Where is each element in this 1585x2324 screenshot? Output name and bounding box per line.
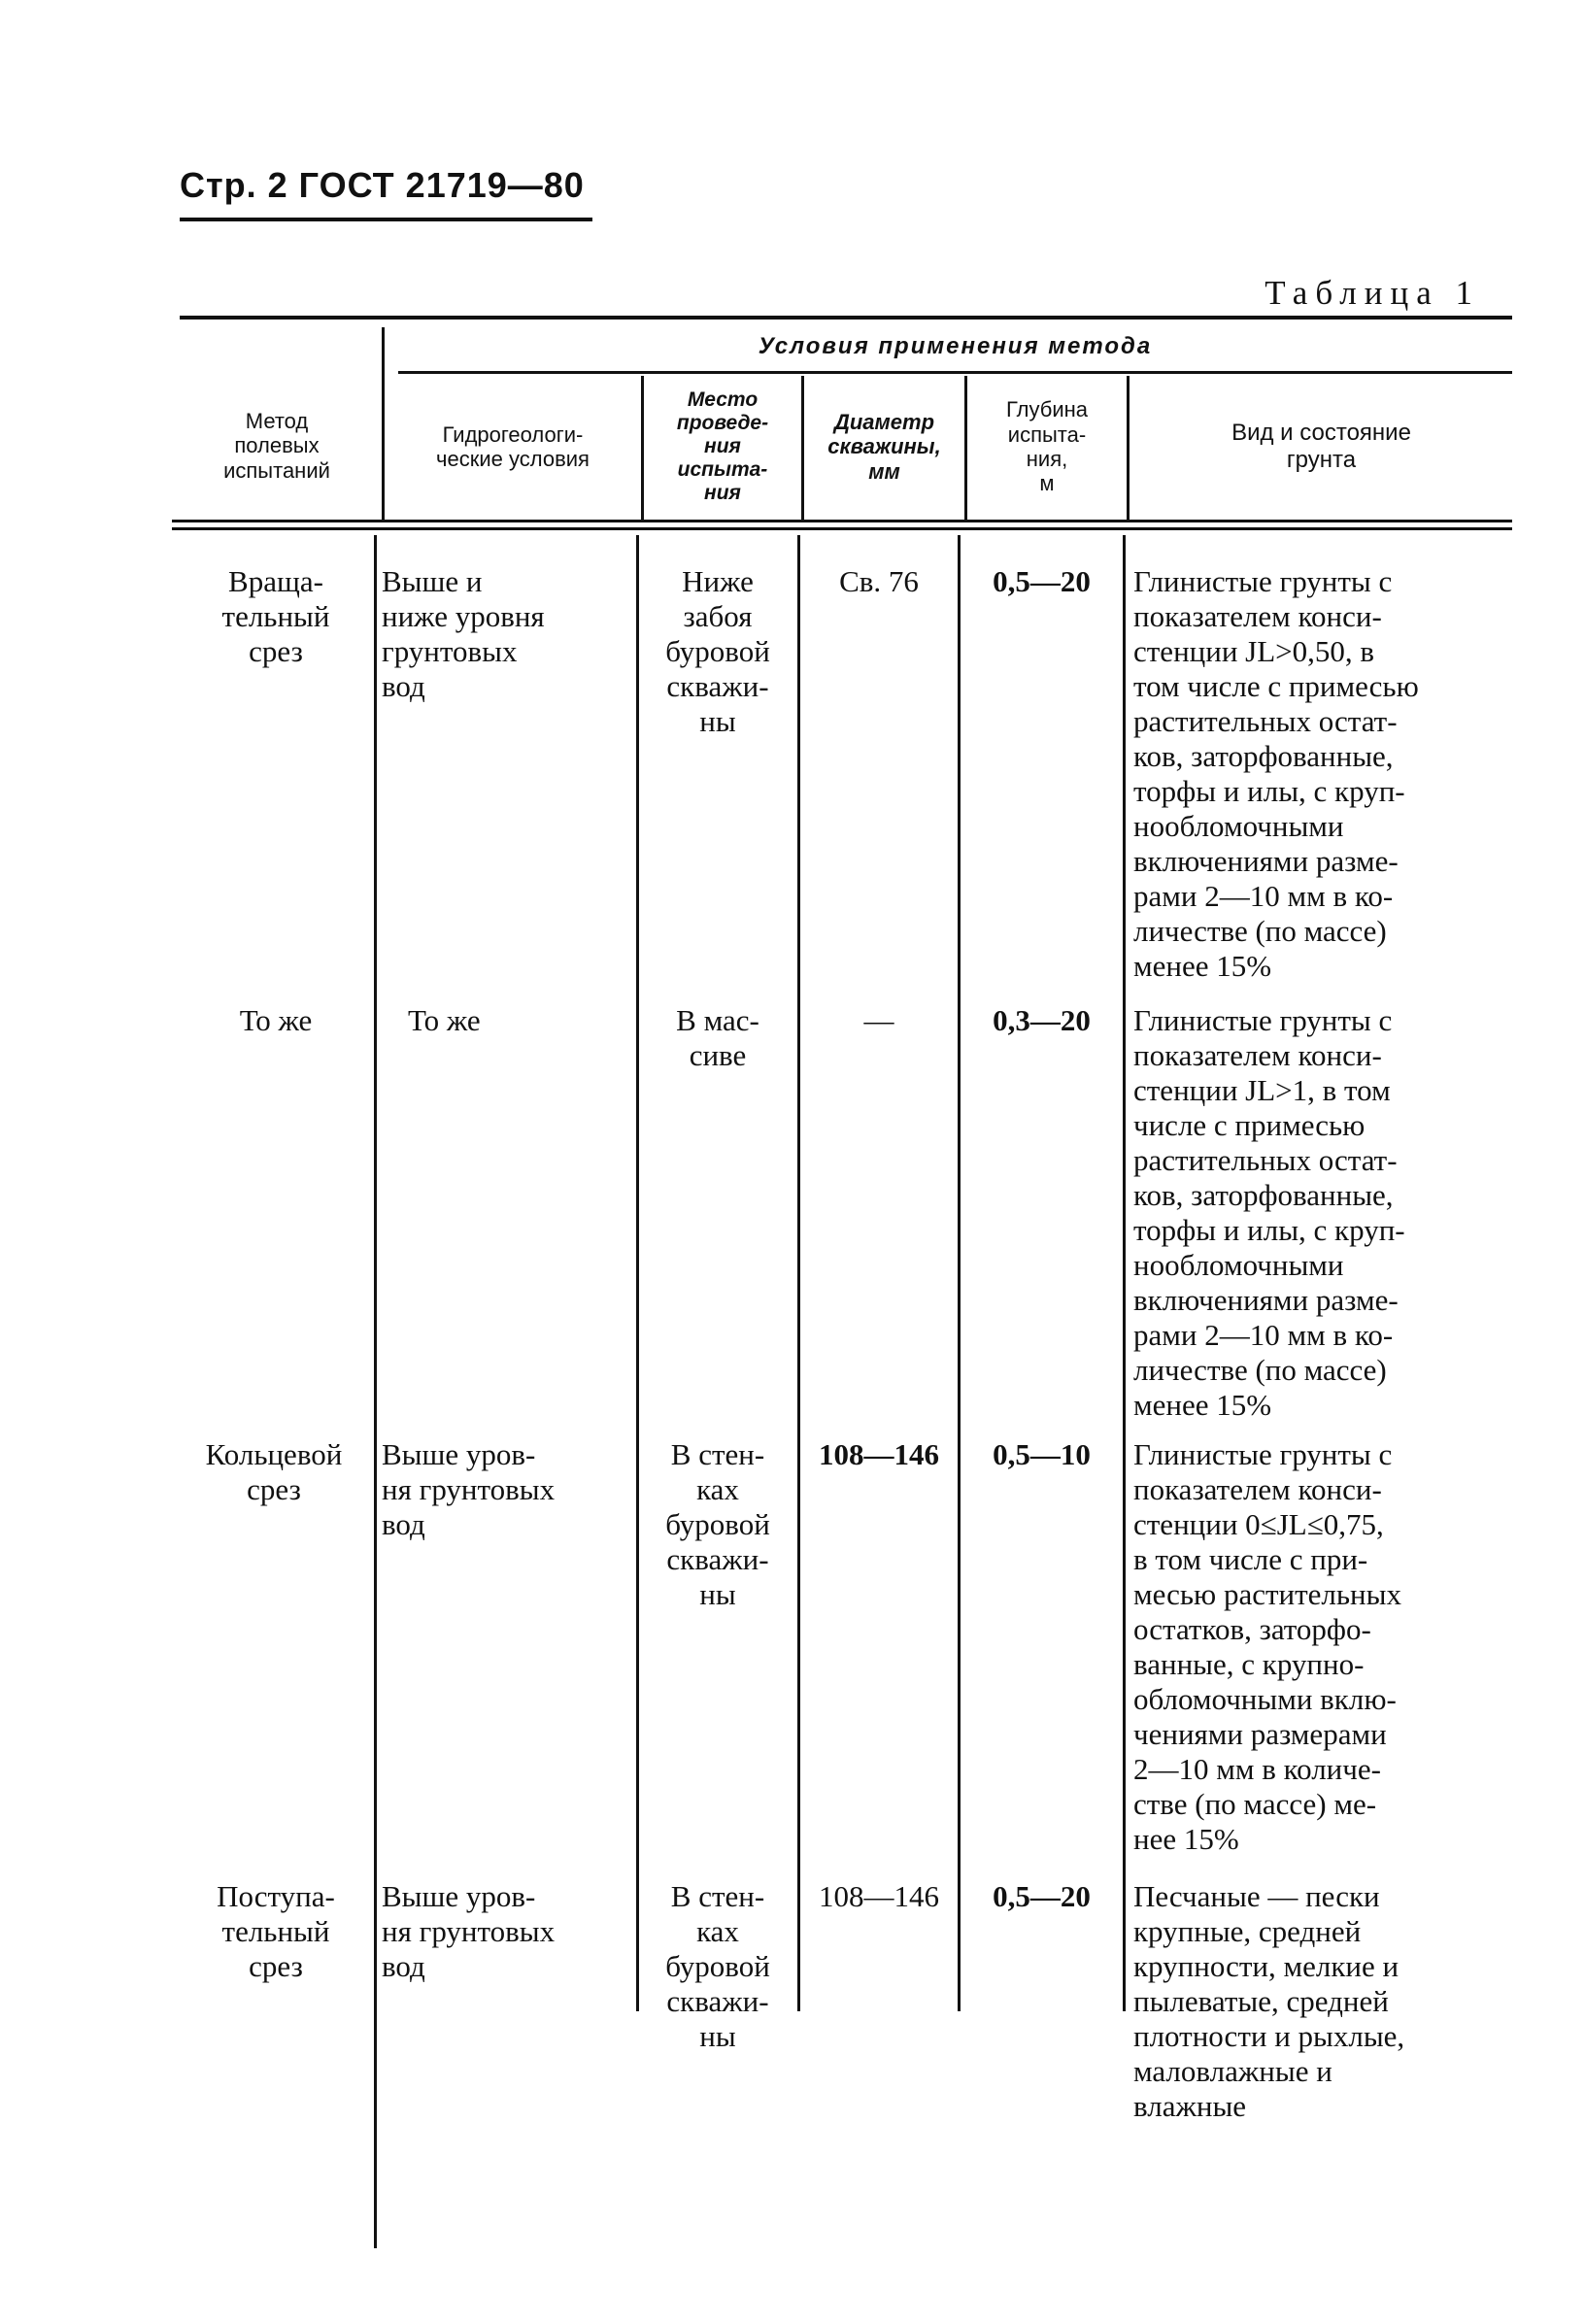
- header-vline-3: [801, 376, 804, 520]
- row-3-soil: Глинистые грунты с показателем конси- стенции 0≤JL≤0,75, в том числе с при- месью растительных остатков, заторфо- ванные, с крупно- обломочными вклю- чениями размерами 2—10 мм в количе- стве (по массе) ме- нее 15%: [1133, 1437, 1401, 1856]
- row-4-depth: 0,5—20: [993, 1879, 1091, 1913]
- page-header: Стр. 2 ГОСТ 21719—80: [180, 165, 585, 205]
- header-place: Место проведе- ния испыта- ния: [676, 387, 769, 505]
- row-1-hydro: [382, 564, 634, 704]
- row-1-depth: 0,5—20: [993, 564, 1091, 598]
- row-1-place: Ниже забоя буровой скважи- ны: [665, 564, 770, 738]
- body-vline-4: [958, 535, 961, 2011]
- header-hydro: Гидрогеологи- ческие условия: [436, 421, 590, 471]
- row-1-diameter: Св. 76: [839, 564, 919, 598]
- row-3-depth: 0,5—10: [993, 1437, 1091, 1471]
- header-rule-bottom: [172, 527, 1512, 530]
- header-vline-4: [964, 376, 967, 520]
- row-4-soil: Песчаные — пески крупные, средней крупности, мелкие и пылеватые, средней плотности и рыхлые, маловлажные и влажные: [1133, 1879, 1405, 2123]
- row-2-soil: Глинистые грунты с показателем конси- стенции JL>1, в том числе с примесью растительных остат- ков, заторфованные, торфы и илы, с круп- нообломочными включениями разме- рами 2—10 мм в ко- личестве (по массе) менее 15%: [1133, 1003, 1405, 1422]
- row-2-depth: 0,3—20: [993, 1003, 1091, 1037]
- header-vline-2: [641, 376, 644, 520]
- row-1-soil: Глинистые грунты с показателем конси- стенции JL>0,50, в том числе с примесью растительных остат- ков, заторфованные, торфы и илы, с круп- нообломочными включениями разме- рами 2—10 мм в ко- личестве (по массе) менее 15%: [1133, 564, 1419, 983]
- header-rule-top: [172, 520, 1512, 522]
- row-3-diameter: 108—146: [819, 1437, 939, 1471]
- row-4-place: В стен- ках буровой скважи- ны: [665, 1879, 770, 2053]
- row-1-hydro-text: Выше и ниже уровня грунтовых вод: [382, 564, 545, 703]
- group-header-rule: [398, 371, 1512, 374]
- header-vline-5: [1127, 376, 1130, 520]
- header-diameter: Диаметр скважины, мм: [827, 410, 941, 484]
- header-soil: Вид и состояние грунта: [1231, 420, 1411, 473]
- row-2-method: То же: [239, 1003, 313, 1037]
- header-depth: Глубина испыта- ния, м: [1005, 397, 1089, 496]
- body-vline-3: [797, 535, 800, 2011]
- table-top-rule: [180, 316, 1512, 320]
- row-3-method: Кольцевой срез: [205, 1437, 343, 1506]
- row-2-place: В мас- сиве: [676, 1003, 759, 1072]
- data-table: [180, 316, 1512, 2248]
- row-3-hydro: Выше уров- ня грунтовых вод: [382, 1437, 556, 1541]
- row-4-method: Поступа- тельный срез: [217, 1879, 335, 1983]
- header-rule: [180, 218, 592, 221]
- row-1-method: Враща- тельный срез: [221, 564, 330, 668]
- row-3-place: В стен- ках буровой скважи- ны: [665, 1437, 770, 1611]
- row-4-hydro: Выше уров- ня грунтовых вод: [382, 1879, 556, 1983]
- row-2-diameter: —: [863, 1003, 894, 1037]
- table-caption: Таблица 1: [1265, 274, 1480, 312]
- header-vline-1: [382, 327, 385, 520]
- body-vline-1: [374, 535, 377, 2248]
- body-vline-2: [636, 535, 639, 2011]
- header-method: Метод полевых испытаний: [223, 409, 330, 483]
- body-vline-5: [1123, 535, 1126, 2011]
- row-2-hydro: То же: [408, 1003, 481, 1037]
- row-4-diameter: 108—146: [819, 1879, 939, 1913]
- header-group: Условия применения метода: [758, 333, 1153, 360]
